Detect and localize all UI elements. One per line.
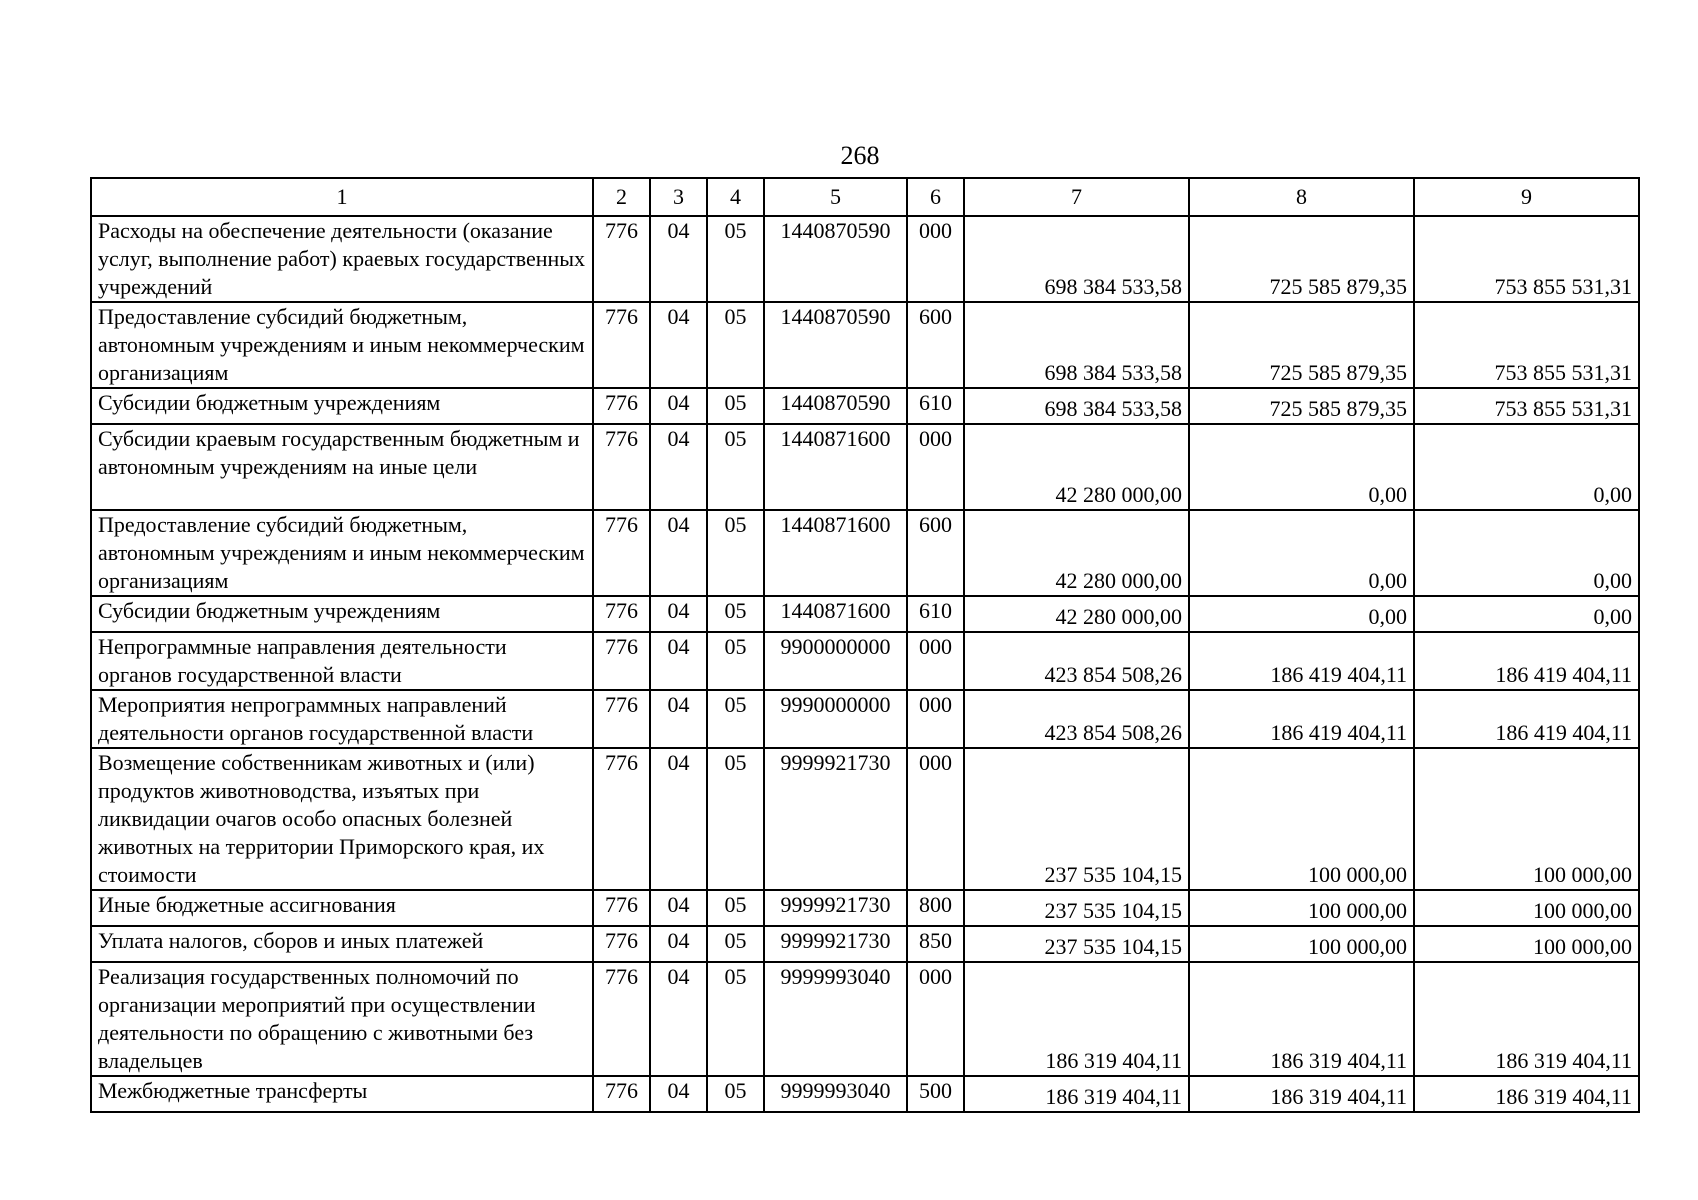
cell-code: 776	[593, 216, 650, 302]
cell-amount: 0,00	[1414, 510, 1639, 596]
cell-code: 9999993040	[764, 962, 907, 1076]
cell-code: 05	[707, 596, 764, 632]
cell-code: 05	[707, 890, 764, 926]
cell-code: 9999921730	[764, 926, 907, 962]
cell-code: 776	[593, 890, 650, 926]
cell-code: 776	[593, 388, 650, 424]
cell-amount: 0,00	[1414, 424, 1639, 510]
cell-amount: 100 000,00	[1414, 748, 1639, 890]
row-name: Иные бюджетные ассигнования	[91, 890, 593, 926]
cell-amount: 0,00	[1189, 510, 1414, 596]
cell-code: 04	[650, 302, 707, 388]
header-cell: 2	[593, 178, 650, 216]
cell-code: 776	[593, 1076, 650, 1112]
row-name: Предоставление субсидий бюджетным, автономным учреждениям и иным некоммерческим организациям	[91, 510, 593, 596]
table-header-row	[91, 178, 1639, 216]
cell-code: 9999921730	[764, 748, 907, 890]
cell-code: 04	[650, 388, 707, 424]
cell-amount: 186 419 404,11	[1189, 690, 1414, 748]
cell-code: 000	[907, 216, 964, 302]
table-row	[91, 926, 1639, 962]
header-cell: 3	[650, 178, 707, 216]
cell-code: 05	[707, 690, 764, 748]
header-cell: 1	[91, 178, 593, 216]
cell-code: 776	[593, 424, 650, 510]
cell-amount: 100 000,00	[1189, 748, 1414, 890]
cell-code: 04	[650, 962, 707, 1076]
cell-code: 776	[593, 302, 650, 388]
cell-amount: 698 384 533,58	[964, 388, 1189, 424]
cell-code: 000	[907, 424, 964, 510]
cell-code: 05	[707, 216, 764, 302]
cell-amount: 186 319 404,11	[964, 1076, 1189, 1112]
header-cell: 5	[764, 178, 907, 216]
cell-amount: 753 855 531,31	[1414, 216, 1639, 302]
cell-code: 9999993040	[764, 1076, 907, 1112]
table-row	[91, 510, 1639, 596]
cell-code: 04	[650, 926, 707, 962]
row-name: Реализация государственных полномочий по организации мероприятий при осуществлении деятельности по обращению с животными без владельцев	[91, 962, 593, 1076]
cell-code: 9900000000	[764, 632, 907, 690]
cell-amount: 753 855 531,31	[1414, 302, 1639, 388]
row-name: Предоставление субсидий бюджетным, автономным учреждениям и иным некоммерческим организациям	[91, 302, 593, 388]
cell-amount: 100 000,00	[1414, 926, 1639, 962]
cell-amount: 237 535 104,15	[964, 890, 1189, 926]
cell-amount: 698 384 533,58	[964, 216, 1189, 302]
cell-amount: 100 000,00	[1414, 890, 1639, 926]
cell-amount: 186 319 404,11	[1414, 1076, 1639, 1112]
table-row	[91, 596, 1639, 632]
header-cell: 8	[1189, 178, 1414, 216]
cell-amount: 698 384 533,58	[964, 302, 1189, 388]
cell-code: 04	[650, 596, 707, 632]
row-name: Субсидии краевым государственным бюджетным и автономным учреждениям на иные цели	[91, 424, 593, 510]
cell-amount: 0,00	[1414, 596, 1639, 632]
cell-code: 05	[707, 424, 764, 510]
cell-amount: 753 855 531,31	[1414, 388, 1639, 424]
cell-amount: 423 854 508,26	[964, 690, 1189, 748]
cell-code: 776	[593, 962, 650, 1076]
cell-code: 610	[907, 596, 964, 632]
cell-amount: 186 419 404,11	[1414, 632, 1639, 690]
cell-code: 9990000000	[764, 690, 907, 748]
header-cell: 4	[707, 178, 764, 216]
cell-code: 04	[650, 632, 707, 690]
cell-amount: 0,00	[1189, 424, 1414, 510]
cell-amount: 42 280 000,00	[964, 424, 1189, 510]
row-name: Расходы на обеспечение деятельности (оказание услуг, выполнение работ) краевых государственных учреждений	[91, 216, 593, 302]
cell-code: 500	[907, 1076, 964, 1112]
cell-amount: 42 280 000,00	[964, 510, 1189, 596]
cell-code: 776	[593, 596, 650, 632]
cell-code: 600	[907, 510, 964, 596]
cell-amount: 0,00	[1189, 596, 1414, 632]
cell-code: 776	[593, 510, 650, 596]
cell-code: 05	[707, 926, 764, 962]
cell-code: 04	[650, 216, 707, 302]
cell-code: 05	[707, 302, 764, 388]
cell-code: 05	[707, 1076, 764, 1112]
cell-code: 1440871600	[764, 596, 907, 632]
row-name: Субсидии бюджетным учреждениям	[91, 596, 593, 632]
cell-amount: 186 319 404,11	[1414, 962, 1639, 1076]
cell-code: 850	[907, 926, 964, 962]
cell-amount: 725 585 879,35	[1189, 302, 1414, 388]
cell-code: 600	[907, 302, 964, 388]
cell-amount: 186 319 404,11	[1189, 962, 1414, 1076]
table-row	[91, 388, 1639, 424]
cell-code: 05	[707, 962, 764, 1076]
cell-code: 9999921730	[764, 890, 907, 926]
cell-code: 1440870590	[764, 388, 907, 424]
table-row	[91, 216, 1639, 302]
cell-code: 800	[907, 890, 964, 926]
row-name: Межбюджетные трансферты	[91, 1076, 593, 1112]
cell-amount: 42 280 000,00	[964, 596, 1189, 632]
table-row	[91, 1076, 1639, 1112]
cell-code: 000	[907, 962, 964, 1076]
cell-amount: 423 854 508,26	[964, 632, 1189, 690]
cell-code: 776	[593, 632, 650, 690]
cell-code: 04	[650, 510, 707, 596]
row-name: Субсидии бюджетным учреждениям	[91, 388, 593, 424]
cell-code: 1440871600	[764, 424, 907, 510]
cell-code: 04	[650, 1076, 707, 1112]
cell-amount: 100 000,00	[1189, 890, 1414, 926]
cell-code: 04	[650, 890, 707, 926]
cell-code: 05	[707, 748, 764, 890]
cell-code: 05	[707, 510, 764, 596]
cell-amount: 186 319 404,11	[1189, 1076, 1414, 1112]
row-name: Непрограммные направления деятельности органов государственной власти	[91, 632, 593, 690]
header-cell: 7	[964, 178, 1189, 216]
page-number: 268	[840, 141, 880, 170]
table-row	[91, 748, 1639, 890]
cell-code: 1440870590	[764, 216, 907, 302]
cell-amount: 725 585 879,35	[1189, 388, 1414, 424]
cell-amount: 186 319 404,11	[964, 962, 1189, 1076]
cell-code: 1440871600	[764, 510, 907, 596]
row-name: Мероприятия непрограммных направлений деятельности органов государственной власти	[91, 690, 593, 748]
budget-table	[90, 177, 1640, 1113]
cell-code: 04	[650, 748, 707, 890]
cell-code: 04	[650, 690, 707, 748]
cell-code: 000	[907, 748, 964, 890]
header-cell: 6	[907, 178, 964, 216]
header-cell: 9	[1414, 178, 1639, 216]
cell-code: 000	[907, 632, 964, 690]
cell-amount: 237 535 104,15	[964, 748, 1189, 890]
cell-amount: 186 419 404,11	[1414, 690, 1639, 748]
row-name: Возмещение собственникам животных и (или) продуктов животноводства, изъятых при ликвидации очагов особо опасных болезней животных на территории Приморского края, их стоимости	[91, 748, 593, 890]
row-name: Уплата налогов, сборов и иных платежей	[91, 926, 593, 962]
cell-code: 776	[593, 748, 650, 890]
cell-code: 000	[907, 690, 964, 748]
cell-amount: 725 585 879,35	[1189, 216, 1414, 302]
cell-code: 04	[650, 424, 707, 510]
table-row	[91, 690, 1639, 748]
cell-code: 610	[907, 388, 964, 424]
table-row	[91, 302, 1639, 388]
table-row	[91, 424, 1639, 510]
cell-code: 1440870590	[764, 302, 907, 388]
cell-code: 05	[707, 632, 764, 690]
table-row	[91, 890, 1639, 926]
cell-amount: 186 419 404,11	[1189, 632, 1414, 690]
cell-code: 776	[593, 690, 650, 748]
table-row	[91, 632, 1639, 690]
table-row	[91, 962, 1639, 1076]
cell-code: 776	[593, 926, 650, 962]
cell-amount: 100 000,00	[1189, 926, 1414, 962]
cell-code: 05	[707, 388, 764, 424]
cell-amount: 237 535 104,15	[964, 926, 1189, 962]
